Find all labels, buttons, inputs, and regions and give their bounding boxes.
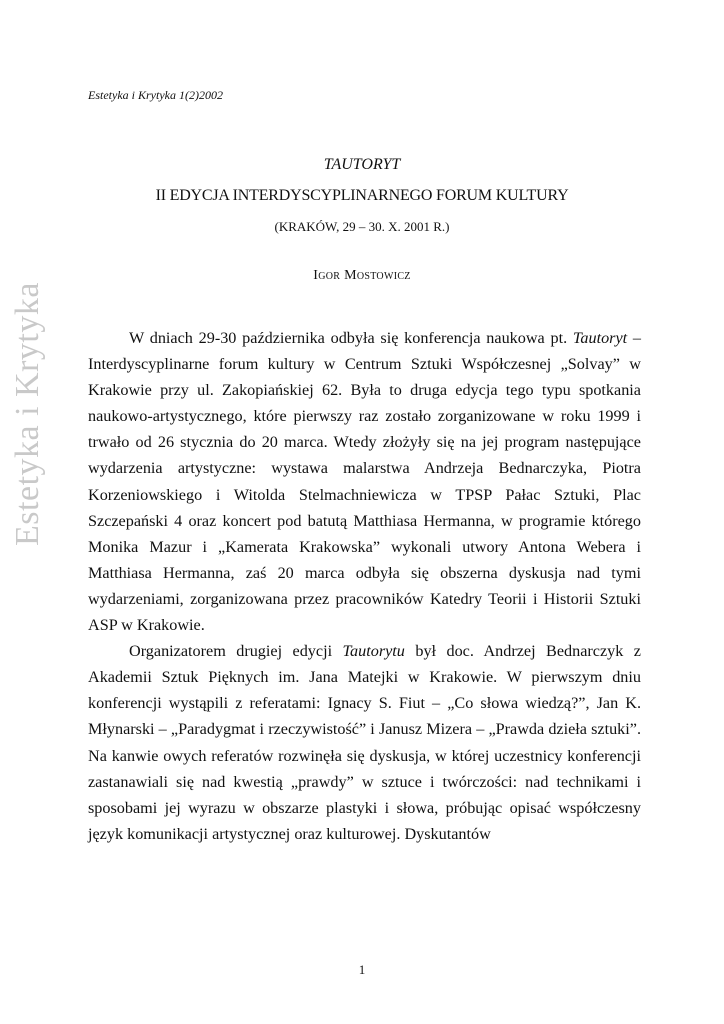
page-number: 1 — [358, 962, 366, 977]
paragraph-2-text-a: Organizatorem drugiej edycji — [129, 642, 343, 661]
paragraph-2-italic-title: Tautorytu — [342, 642, 405, 661]
article-subtitle: II EDYCJA INTERDYSCYPLINARNEGO FORUM KULTURY — [155, 187, 569, 204]
journal-watermark: Estetyka i Krytyka — [9, 282, 46, 546]
paragraph-1-italic-title: Tautoryt — [572, 329, 628, 347]
running-head: Estetyka i Krytyka 1(2)2002 — [88, 88, 223, 102]
paragraph-2-text-b: był doc. Andrzej Bednarczyk z Akademii Sztuk Pięknych im. Jana Matejki w Krakowie. W pierwszym dniu konferencji wystąpili z referatami: Ignacy S. Fiut – „Co słowa wiedzą?”, Jan K. Młynarski – „Paradygmat i rzeczywistość” i Janusz Mizera – „Prawda dzieła sztuki”. Na kanwie owych referatów rozwinęła się dyskusja, w której uczestnicy konferencji zastanawiali się nad kwestią „prawdy” w sztuce i twórczości: nad technikami i sposobami jej wyrazu w obszarze plastyki i słowa, próbując opisać współczesny język komunikacji artystycznej oraz kulturowej. Dyskutantów — [88, 642, 641, 843]
author-name: Igor Mostowicz — [313, 268, 411, 283]
article-title: TAUTORYT — [323, 156, 401, 173]
paragraph-1-text-a: W dniach 29-30 października odbyła się konferencja naukowa pt. — [129, 329, 573, 347]
article-body — [88, 325, 641, 847]
paragraph-1 — [88, 325, 641, 638]
paragraph-1-text-b: – Interdyscyplinarne forum kultury w Centrum Sztuki Współczesnej „Solvay” w Krakowie przy ul. Zakopiańskiej 62. Była to druga edycja tego typu spotkania naukowo-artystycznego, które pierwszy raz zostało zorganizowane w roku 1999 i trwało od 26 stycznia do 20 marca. Wtedy złożyły się na jej program następujące wydarzenia artystyczne: wystawa malarstwa Andrzeja Bednarczyka, Piotra Korzeniowskiego i Witolda Stelmachniewicza w TPSP Pałac Sztuki, Plac Szczepański 4 oraz koncert pod batutą Matthiasa Hermanna, w programie którego Monika Mazur i „Kamerata Krakowska” wykonali utwory Antona Webera i Matthiasa Hermanna, zaś 20 marca odbyła się obszerna dyskusja nad tymi wydarzeniami, zorganizowana przez pracowników Katedry Teorii i Historii Sztuki ASP w Krakowie. — [88, 329, 642, 635]
event-place-date: (KRAKÓW, 29 – 30. X. 2001 R.) — [274, 219, 450, 234]
paragraph-2 — [88, 638, 641, 847]
